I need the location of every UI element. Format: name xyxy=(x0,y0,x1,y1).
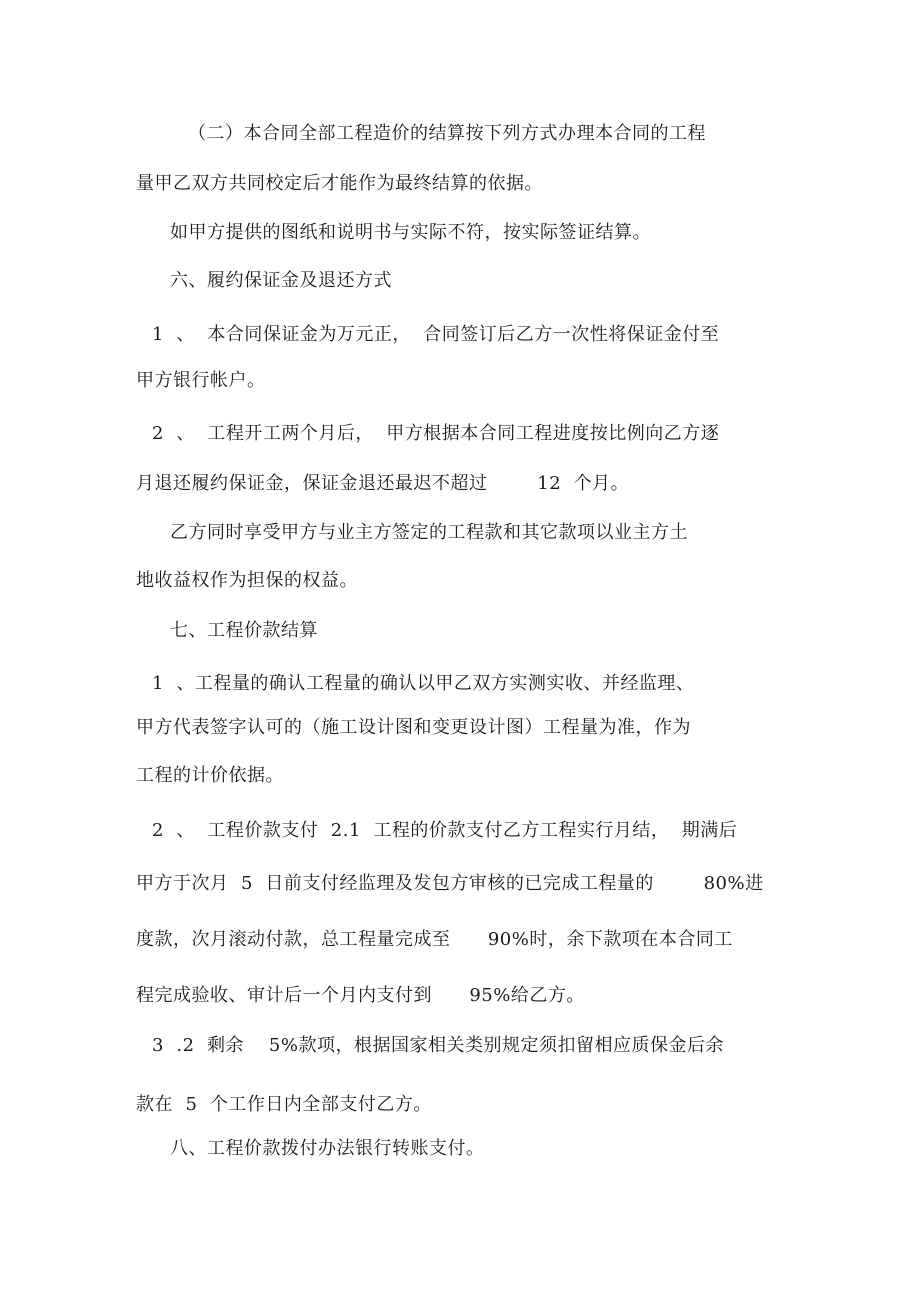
text-line-1: （二）本合同全部工程造价的结算按下列方式办理本合同的工程 xyxy=(188,123,706,144)
text-line-14: 工程的计价依据。 xyxy=(136,765,284,786)
text-line-5: 1 、 本合同保证金为万元正， 合同签订后乙方一次性将保证金付至 xyxy=(152,324,720,345)
text-line-16: 甲方于次月 5 日前支付经监理及发包方审核的已完成工程量的 80%进 xyxy=(136,873,764,894)
text-line-10: 地收益权作为担保的权益。 xyxy=(136,570,358,591)
text-line-21: 八、工程价款拨付办法银行转账支付。 xyxy=(170,1138,485,1159)
text-line-19: 3 .2 剩余 5%款项，根据国家相关类别规定须扣留相应质保金后余 xyxy=(152,1035,724,1056)
text-line-2: 量甲乙双方共同校定后才能作为最终结算的依据。 xyxy=(136,173,543,194)
text-line-8: 月退还履约保证金，保证金退还最迟不超过 12 个月。 xyxy=(136,473,630,494)
text-line-20: 款在 5 个工作日内全部支付乙方。 xyxy=(136,1094,432,1115)
text-line-17: 度款，次月滚动付款，总工程量完成至 90%时，余下款项在本合同工 xyxy=(136,929,733,950)
text-line-18: 程完成验收、审计后一个月内支付到 95%给乙方。 xyxy=(136,985,585,1006)
text-line-6: 甲方银行帐户。 xyxy=(136,370,266,391)
text-line-3: 如甲方提供的图纸和说明书与实际不符，按实际签证结算。 xyxy=(170,222,651,243)
text-line-13: 甲方代表签字认可的（施工设计图和变更设计图）工程量为准，作为 xyxy=(136,717,691,738)
text-line-11: 七、工程价款结算 xyxy=(170,620,318,641)
text-line-15: 2 、 工程价款支付 2.1 工程的价款支付乙方工程实行月结， 期满后 xyxy=(152,820,738,841)
text-line-7: 2 、 工程开工两个月后， 甲方根据本合同工程进度按比例向乙方逐 xyxy=(152,423,720,444)
text-line-9: 乙方同时享受甲方与业主方签定的工程款和其它款项以业主方土 xyxy=(170,522,688,543)
text-line-12: 1 、工程量的确认工程量的确认以甲乙双方实测实收、并经监理、 xyxy=(152,673,695,694)
text-line-4: 六、履约保证金及退还方式 xyxy=(170,270,392,291)
